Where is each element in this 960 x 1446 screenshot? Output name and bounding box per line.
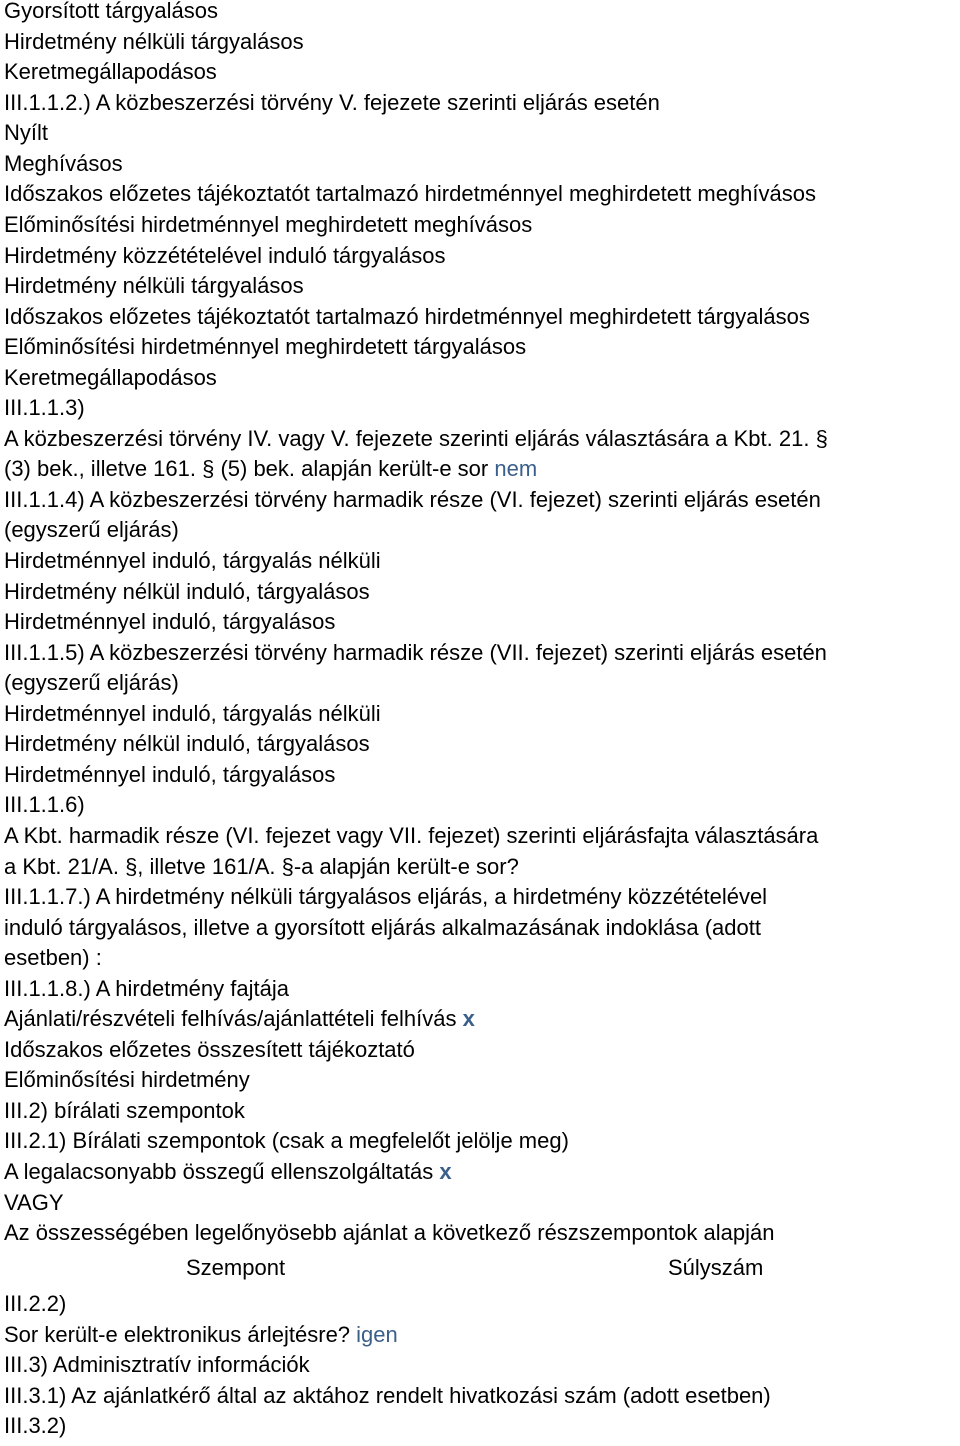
kbt21-answer-value: nem — [494, 456, 538, 481]
procedure-option-negotiated-with-notice: Hirdetmény közzétételével induló tárgyalásos — [4, 243, 446, 268]
kbt21a-question-line1: A Kbt. harmadik része (VI. fejezet vagy VII. fejezet) szerinti eljárásfajta választására — [4, 823, 819, 848]
simple-option-no-notice-negotiated-2: Hirdetmény nélkül induló, tárgyalásos — [4, 731, 370, 756]
simple-option-notice-no-negotiation: Hirdetménnyel induló, tárgyalás nélküli — [4, 548, 381, 573]
kbt21a-question-line2: a Kbt. 21/A. §, illetve 161/A. §-a alapján került-e sor? — [4, 854, 519, 879]
procedure-option-open: Nyílt — [4, 120, 48, 145]
e-auction-answer-value: igen — [356, 1322, 398, 1347]
section-heading-iii-2: III.2) bírálati szempontok — [4, 1098, 245, 1123]
section-heading-iii-1-1-7: III.1.1.7.) A hirdetmény nélküli tárgyalásos eljárás, a hirdetmény közzétételével — [4, 884, 768, 909]
notice-type-selected-mark: x — [462, 1006, 475, 1031]
section-heading-iii-1-1-2: III.1.1.2.) A közbeszerzési törvény V. fejezete szerinti eljárás esetén — [4, 90, 660, 115]
lowest-price-selected-mark: x — [439, 1159, 452, 1184]
e-auction-question-text: Sor került-e elektronikus árlejtésre? — [4, 1322, 357, 1347]
or-separator: VAGY — [4, 1190, 64, 1215]
section-heading-iii-1-1-4: III.1.1.4) A közbeszerzési törvény harmadik része (VI. fejezet) szerinti eljárás esetén — [4, 487, 821, 512]
procedure-option-periodic-restricted: Időszakos előzetes tájékoztatót tartalmazó hirdetménnyel meghirdetett meghívásos — [4, 181, 816, 206]
procedure-option-negotiated-without-notice: Hirdetmény nélküli tárgyalásos — [4, 29, 304, 54]
notice-type-periodic-summary: Időszakos előzetes összesített tájékoztató — [4, 1037, 415, 1062]
procedure-option-periodic-negotiated: Időszakos előzetes tájékoztatót tartalmazó hirdetménnyel meghirdetett tárgyalásos — [4, 304, 810, 329]
notice-type-call-for-tender-label: Ajánlati/részvételi felhívás/ajánlattételi felhívás — [4, 1006, 463, 1031]
kbt21-question-line2 — [4, 455, 537, 483]
simple-option-notice-negotiated-2: Hirdetménnyel induló, tárgyalásos — [4, 762, 336, 787]
notice-type-prequalification: Előminősítési hirdetmény — [4, 1067, 250, 1092]
section-heading-iii-2-2: III.2.2) — [4, 1291, 67, 1316]
procedure-option-accelerated-negotiated: Gyorsított tárgyalásos — [4, 0, 218, 23]
simple-option-notice-negotiated: Hirdetménnyel induló, tárgyalásos — [4, 609, 336, 634]
justification-line3: esetben) : — [4, 945, 102, 970]
criterion-lowest-price-label: A legalacsonyabb összegű ellenszolgáltatás — [4, 1159, 440, 1184]
section-heading-iii-3-2: III.3.2) — [4, 1413, 67, 1438]
justification-line2: induló tárgyalásos, illetve a gyorsított eljárás alkalmazásának indoklása (adott — [4, 915, 761, 940]
table-header-weight: Súlyszám — [668, 1255, 764, 1280]
notice-type-call-for-tender — [4, 1005, 475, 1033]
section-heading-iii-2-1: III.2.1) Bírálati szempontok (csak a megfelelőt jelölje meg) — [4, 1128, 569, 1153]
procedure-option-framework-2: Keretmegállapodásos — [4, 365, 217, 390]
table-header-criterion: Szempont — [186, 1255, 286, 1280]
criterion-most-advantageous: Az összességében legelőnyösebb ajánlat a következő részszempontok alapján — [4, 1220, 775, 1245]
section-heading-iii-1-1-8: III.1.1.8.) A hirdetmény fajtája — [4, 976, 289, 1001]
procedure-option-prequalification-negotiated: Előminősítési hirdetménnyel meghirdetett tárgyalásos — [4, 334, 527, 359]
procedure-option-negotiated-without-notice-2: Hirdetmény nélküli tárgyalásos — [4, 273, 304, 298]
section-heading-iii-1-1-3: III.1.1.3) — [4, 395, 85, 420]
procedure-option-framework: Keretmegállapodásos — [4, 59, 217, 84]
section-heading-iii-1-1-6: III.1.1.6) — [4, 792, 85, 817]
criterion-lowest-price — [4, 1158, 452, 1186]
kbt21-question-line1: A közbeszerzési törvény IV. vagy V. fejezete szerinti eljárás választására a Kbt. 21. § — [4, 426, 828, 451]
e-auction-question — [4, 1321, 398, 1349]
section-heading-iii-3-1: III.3.1) Az ajánlatkérő által az aktához rendelt hivatkozási szám (adott esetben) — [4, 1383, 771, 1408]
section-heading-iii-3: III.3) Adminisztratív információk — [4, 1352, 310, 1377]
procedure-option-restricted: Meghívásos — [4, 151, 123, 176]
kbt21-question-text: (3) bek., illetve 161. § (5) bek. alapján került-e sor — [4, 456, 495, 481]
section-heading-iii-1-1-5: III.1.1.5) A közbeszerzési törvény harmadik része (VII. fejezet) szerinti eljárás esetén — [4, 640, 827, 665]
procedure-option-prequalification-restricted: Előminősítési hirdetménnyel meghirdetett meghívásos — [4, 212, 533, 237]
simple-option-notice-no-negotiation-2: Hirdetménnyel induló, tárgyalás nélküli — [4, 701, 381, 726]
simple-option-no-notice-negotiated: Hirdetmény nélkül induló, tárgyalásos — [4, 579, 370, 604]
simple-procedure-label-2: (egyszerű eljárás) — [4, 670, 179, 695]
simple-procedure-label: (egyszerű eljárás) — [4, 517, 179, 542]
